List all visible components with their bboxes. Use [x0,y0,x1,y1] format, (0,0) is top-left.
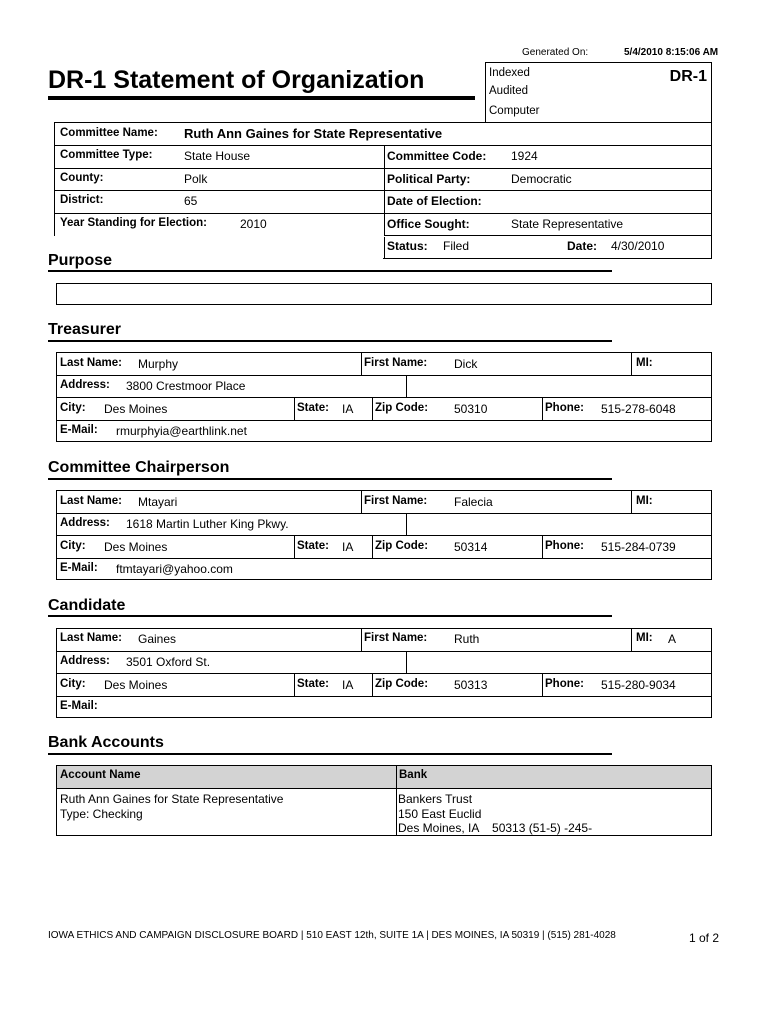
treasurer-email-label: E-Mail: [60,424,98,436]
purpose-field [56,283,712,305]
chairperson-first-name-label: First Name: [364,495,428,507]
computer-label: Computer [489,105,540,117]
chairperson-phone: 515-284-0739 [601,540,676,554]
treasurer-phone-label: Phone: [545,402,584,414]
candidate-state-label: State: [297,678,329,690]
audited-label: Audited [489,85,529,97]
purpose-heading: Purpose [48,252,113,269]
chairperson-city-label: City: [60,540,86,552]
chairperson-zip-label: Zip Code: [375,540,429,552]
chairperson-phone-label: Phone: [545,540,584,552]
bank-col-bank: Bank [399,769,428,781]
date-of-election-label: Date of Election: [387,194,482,208]
candidate-first-name: Ruth [454,632,480,646]
chairperson-email: ftmtayari@yahoo.com [116,562,233,576]
candidate-zip-label: Zip Code: [375,678,429,690]
chairperson-address: 1618 Martin Luther King Pkwy. [126,517,289,531]
status-label: Status: [387,239,428,253]
year-standing-value: 2010 [240,217,267,231]
district-label: District: [60,194,104,206]
committee-code-value: 1924 [511,149,538,163]
bank-col-account-name: Account Name [60,769,141,781]
candidate-first-name-label: First Name: [364,632,428,644]
treasurer-city: Des Moines [104,402,168,416]
status-value: Filed [443,239,470,253]
treasurer-mi-label: MI: [636,357,653,369]
chairperson-first-name: Falecia [454,495,493,509]
chairperson-address-label: Address: [60,517,110,529]
treasurer-city-label: City: [60,402,86,414]
status-date-label: Date: [567,239,598,253]
chairperson-state: IA [342,540,354,554]
bank-accounts-rule [48,753,612,755]
chairperson-mi-label: MI: [636,495,653,507]
generated-on-label: Generated On: [522,47,589,58]
committee-type-label: Committee Type: [60,149,153,161]
candidate-state: IA [342,678,354,692]
year-standing-label: Year Standing for Election: [60,217,207,229]
office-status-box [485,62,712,123]
candidate-last-name: Gaines [138,632,177,646]
title-underline [48,96,475,100]
chairperson-heading: Committee Chairperson [48,459,230,476]
candidate-address-label: Address: [60,655,110,667]
candidate-last-name-label: Last Name: [60,632,122,644]
bank-account-name: Ruth Ann Gaines for State Representative [60,792,284,806]
footer-board-info: IOWA ETHICS AND CAMPAIGN DISCLOSURE BOARD | 510 EAST 12th, SUITE 1A | DES MOINES, IA 50319 | (515) 281-4028 [48,930,616,941]
candidate-heading: Candidate [48,597,126,614]
treasurer-address: 3800 Crestmoor Place [126,379,246,393]
candidate-city: Des Moines [104,678,168,692]
treasurer-zip: 50310 [454,402,488,416]
candidate-zip: 50313 [454,678,488,692]
chairperson-last-name-label: Last Name: [60,495,122,507]
chairperson-email-label: E-Mail: [60,562,98,574]
treasurer-rule [48,340,612,342]
purpose-rule [48,270,612,272]
candidate-city-label: City: [60,678,86,690]
candidate-phone-label: Phone: [545,678,584,690]
page-title: DR-1 Statement of Organization [48,66,425,94]
treasurer-first-name-label: First Name: [364,357,428,369]
candidate-address: 3501 Oxford St. [126,655,211,669]
candidate-phone: 515-280-9034 [601,678,676,692]
office-sought-label: Office Sought: [387,217,470,231]
candidate-mi-label: MI: [636,632,653,644]
county-value: Polk [184,172,208,186]
bank-city-line: Des Moines, IA 50313 (51-5) -245- [398,821,593,835]
chairperson-rule [48,478,612,480]
political-party-value: Democratic [511,172,572,186]
candidate-email-label: E-Mail: [60,700,98,712]
treasurer-phone: 515-278-6048 [601,402,676,416]
form-code: DR-1 [669,68,707,85]
bank-name: Bankers Trust [398,792,473,806]
chairperson-zip: 50314 [454,540,488,554]
chairperson-city: Des Moines [104,540,168,554]
treasurer-state: IA [342,402,354,416]
treasurer-address-label: Address: [60,379,110,391]
indexed-label: Indexed [489,67,530,79]
status-date-value: 4/30/2010 [611,239,665,253]
candidate-mi: A [668,632,677,646]
candidate-rule [48,615,612,617]
committee-code-label: Committee Code: [387,149,487,163]
office-sought-value: State Representative [511,217,624,231]
bank-accounts-heading: Bank Accounts [48,734,164,751]
treasurer-last-name-label: Last Name: [60,357,122,369]
treasurer-first-name: Dick [454,357,478,371]
treasurer-email: rmurphyia@earthlink.net [116,424,247,438]
political-party-label: Political Party: [387,172,471,186]
committee-name-value: Ruth Ann Gaines for State Representative [184,126,443,141]
committee-name-label: Committee Name: [60,127,158,139]
treasurer-heading: Treasurer [48,321,121,338]
treasurer-state-label: State: [297,402,329,414]
generated-on-value: 5/4/2010 8:15:06 AM [624,47,719,58]
committee-type-value: State House [184,149,251,163]
bank-street: 150 East Euclid [398,807,482,821]
district-value: 65 [184,194,198,208]
county-label: County: [60,172,104,184]
chairperson-last-name: Mtayari [138,495,178,509]
treasurer-last-name: Murphy [138,357,179,371]
page-number: 1 of 2 [689,931,720,945]
chairperson-state-label: State: [297,540,329,552]
bank-account-type: Type: Checking [60,807,143,821]
treasurer-zip-label: Zip Code: [375,402,429,414]
